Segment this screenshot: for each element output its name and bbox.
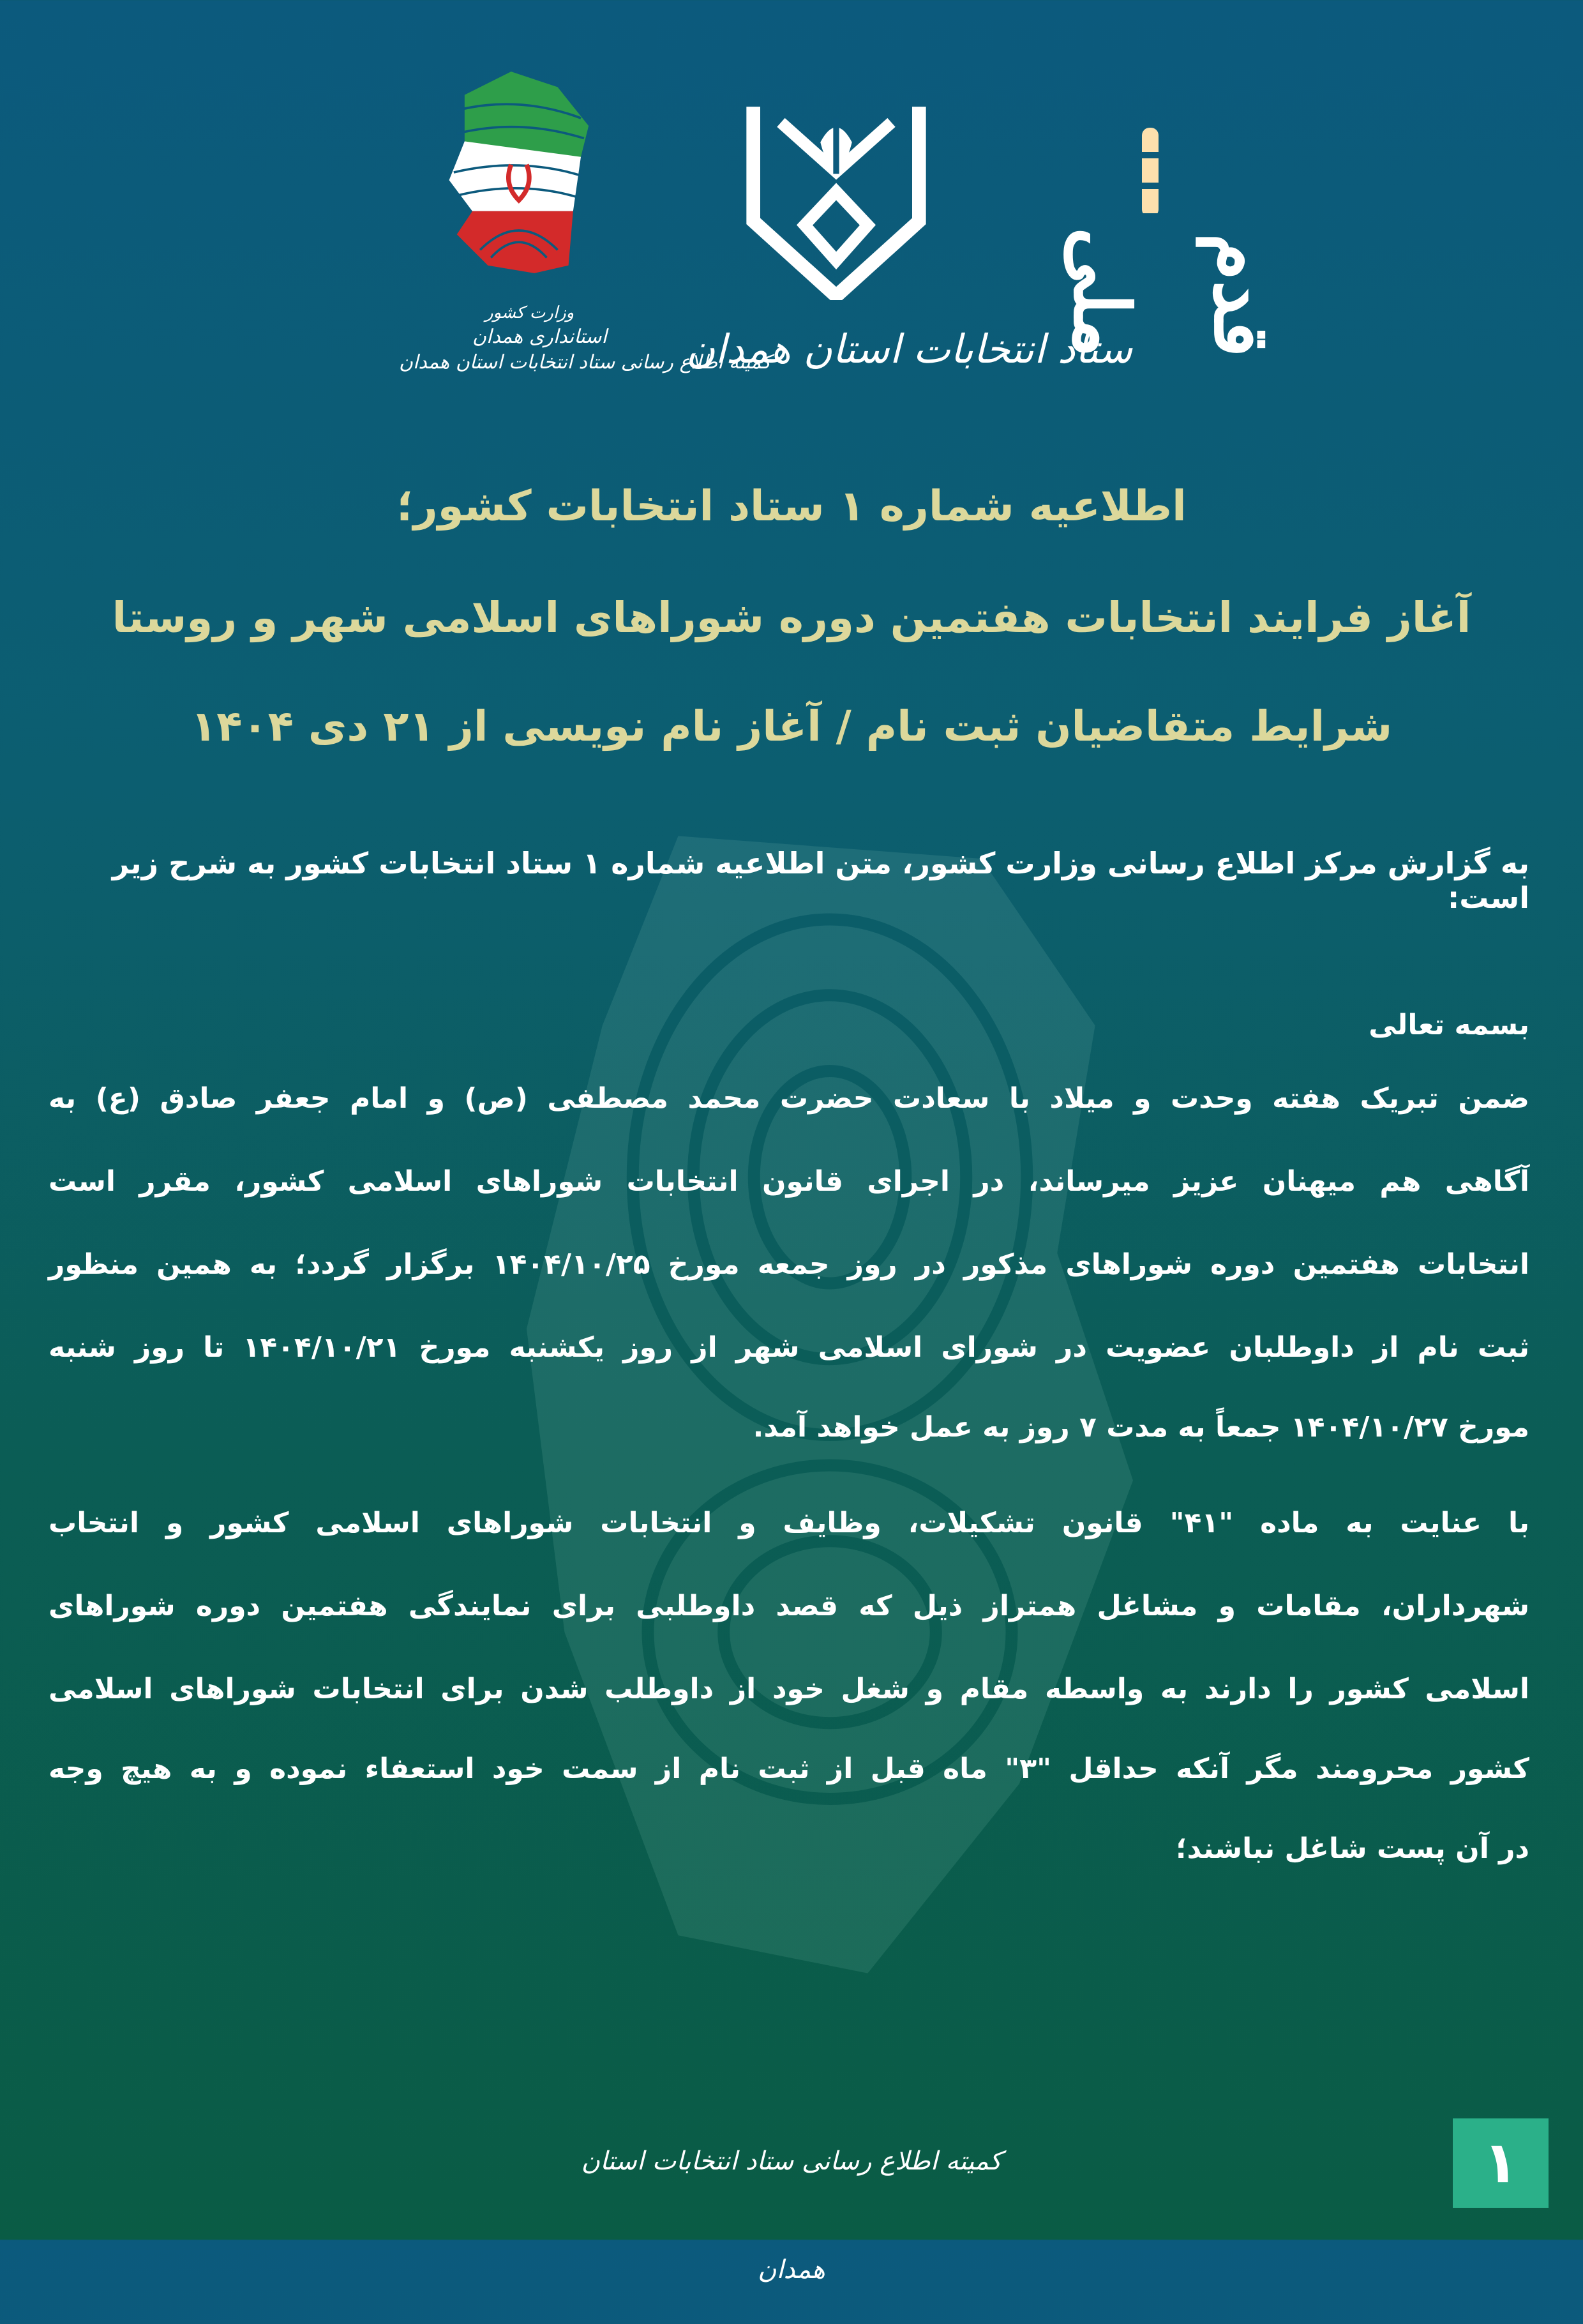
paragraph-line: شهرداران، مقامات و مشاغل همتراز ذیل که قصد داوطلبی برای نمایندگی هفتمین دوره شوراهای [49,1590,1529,1622]
ministry-line1: وزارت کشور [485,303,574,322]
page-number-badge: ۱ [1453,2118,1549,2208]
paragraph-line: با عنایت به ماده "۴۱" قانون تشکیلات، وظایف و انتخابات شوراهای اسلامی کشور و انتخاب [49,1507,1530,1539]
paragraph-line: کشور محرومند مگر آنکه حداقل "۳" ماه قبل از ثبت نام از سمت خود استعفاء نموده و به هیچ وجه [49,1753,1529,1785]
footer-signature: کمیته اطلاع رسانی ستاد انتخابات استان همدان [581,2147,1002,2284]
paragraph-line: آگاهی هم میهنان عزیز میرساند، در اجرای قانون انتخابات شوراهای اسلامی کشور، مقرر است [49,1165,1529,1198]
headline-1: اطلاعیه شماره ۱ ستاد انتخابات کشور؛ [396,481,1187,531]
paragraph-line: انتخابات هفتمین دوره شوراهای مذکور در روز جمعه مورخ ۱۴۰۴/۱۰/۲۵ برگزار گردد؛ به همین منظور [49,1248,1529,1281]
salutation: بسمه تعالی [1369,1009,1529,1041]
paragraph-line: اسلامی کشور را دارند به واسطه مقام و شغل خود از داوطلب شدن برای انتخابات شوراهای اسلامی [49,1673,1529,1705]
ministry-line2: استانداری همدان [472,326,607,348]
intro-text: به گزارش مرکز اطلاع رسانی وزارت کشور، متن اطلاعیه شماره ۱ ستاد انتخابات کشور به شرح زیر است: [112,846,1529,915]
fingerprint-map-watermark [447,798,1213,2011]
ministry-line3: کمیته اطلاع رسانی ستاد انتخابات استان همدان [399,351,771,374]
campaign-logo-text: قدم ملی [1056,227,1287,358]
paragraph-line: مورخ ۱۴۰۴/۱۰/۲۷ جمعاً به مدت ۷ روز به عمل خواهد آمد. [753,1411,1529,1444]
iran-fingerprint-map-logo [440,64,613,281]
campaign-calligraphy-logo [1031,115,1287,358]
paragraph-line: ثبت نام از داوطلبان عضویت در شورای اسلامی شهر از روز یکشنبه مورخ ۱۴۰۴/۱۰/۲۱ تا روز شنبه [49,1331,1529,1364]
headline-2: آغاز فرایند انتخابات هفتمین دوره شوراهای اسلامی شهر و روستا [112,593,1471,642]
election-hq-caption: ستاد انتخابات استان همدان [686,326,1133,372]
election-headquarters-emblem [737,83,935,300]
headline-3: شرایط متقاضیان ثبت نام / آغاز نام نویسی از ۲۱ دی ۱۴۰۴ [190,702,1393,751]
paragraph-line: در آن پست شاغل نباشند؛ [1175,1832,1529,1865]
campaign-dots [1142,128,1159,217]
header-logos [0,57,1583,415]
paragraph-line: ضمن تبریک هفته وحدت و میلاد با سعادت حضرت محمد مصطفی (ص) و امام جعفر صادق (ع) به [49,1082,1529,1115]
